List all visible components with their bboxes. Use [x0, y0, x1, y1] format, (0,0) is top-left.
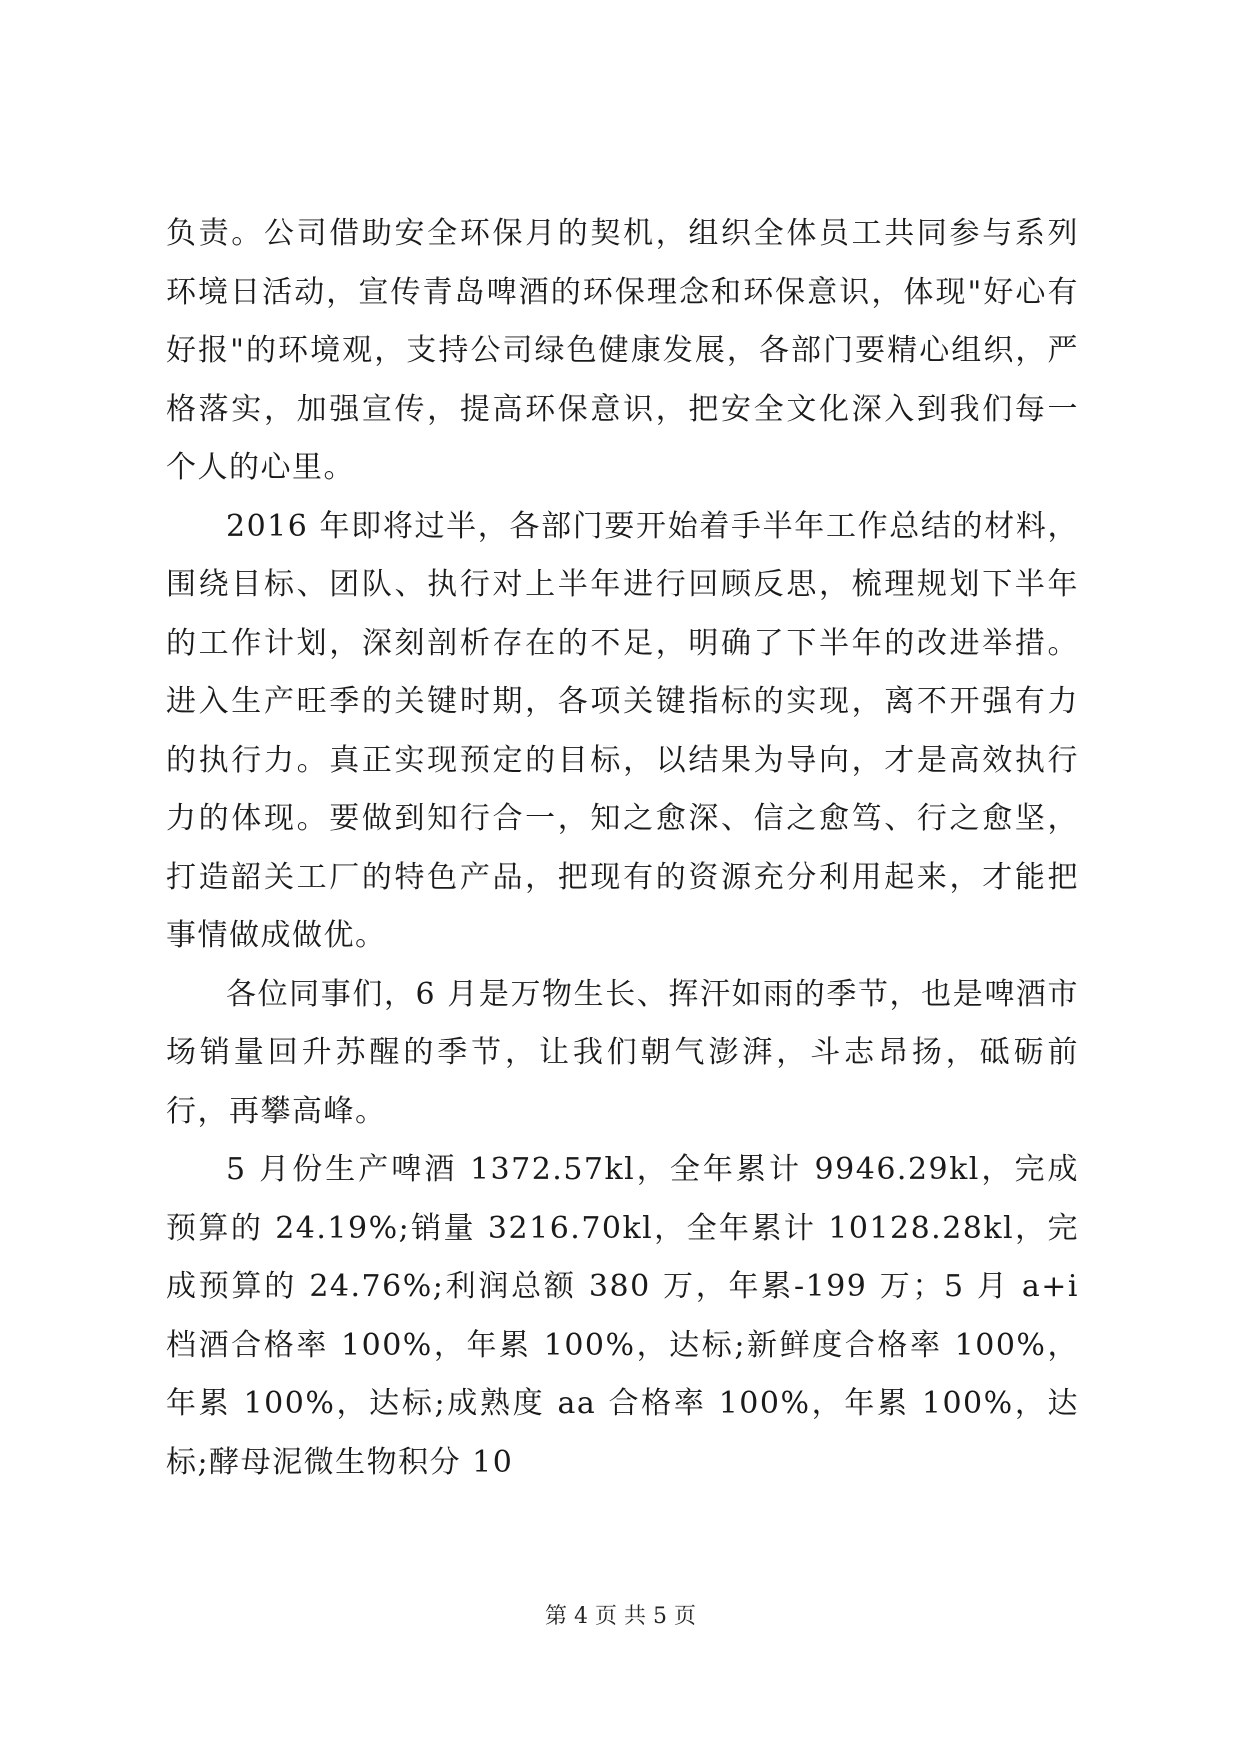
paragraph-4: 5 月份生产啤酒 1372.57kl，全年累计 9946.29kl，完成预算的 24.19%;销量 3216.70kl，全年累计 10128.28kl，完成预算的 24.76%;利润总额 380 万，年累-199 万；5 月 a+i 档酒合格率 100%，年累 100%，达标;新鲜度合格率 100%，年累 100%，达标;成熟度 aa 合格率 100%，年累 100%，达标;酵母泥微生物积分 10	[166, 1152, 1079, 1480]
document-body	[166, 205, 1079, 1492]
paragraph-3: 各位同事们，6 月是万物生长、挥汗如雨的季节，也是啤酒市场销量回升苏醒的季节，让我们朝气澎湃，斗志昂扬，砥砺前行，再攀高峰。	[166, 976, 1079, 1129]
paragraph-1: 负责。公司借助安全环保月的契机，组织全体员工共同参与系列环境日活动，宣传青岛啤酒的环保理念和环保意识，体现"好心有好报"的环境观，支持公司绿色健康发展，各部门要精心组织，严格落实，加强宣传，提高环保意识，把安全文化深入到我们每一个人的心里。	[166, 216, 1079, 485]
paragraph-2: 2016 年即将过半，各部门要开始着手半年工作总结的材料，围绕目标、团队、执行对上半年进行回顾反思，梳理规划下半年的工作计划，深刻剖析存在的不足，明确了下半年的改进举措。进入生产旺季的关键时期，各项关键指标的实现，离不开强有力的执行力。真正实现预定的目标，以结果为导向，才是高效执行力的体现。要做到知行合一，知之愈深、信之愈笃、行之愈坚，打造韶关工厂的特色产品，把现有的资源充分利用起来，才能把事情做成做优。	[166, 508, 1079, 953]
page-number: 第 4 页 共 5 页	[545, 1604, 696, 1629]
